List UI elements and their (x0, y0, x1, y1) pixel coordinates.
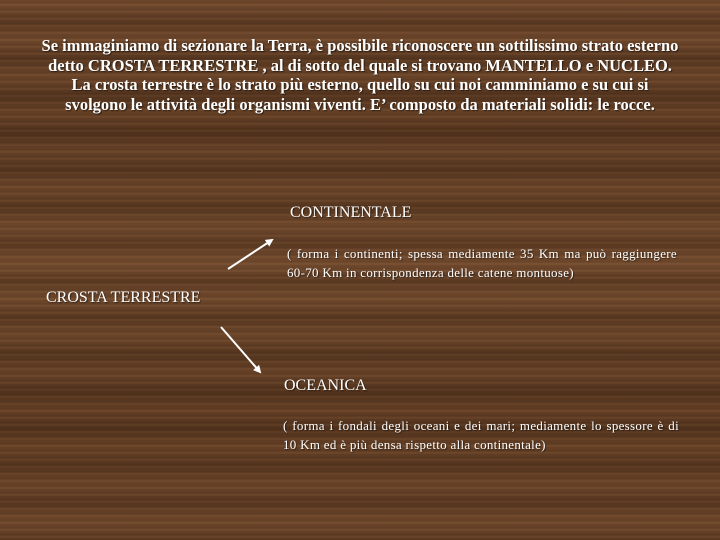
continental-description: ( forma i continenti; spessa mediamente 35 Km ma può raggiungere 60-70 Km in corrispondenza delle catene montuose) (287, 246, 677, 280)
arrow-to-continental (228, 240, 272, 269)
oceanic-title: OCEANICA (284, 377, 367, 394)
continental-title: CONTINENTALE (290, 204, 412, 221)
crust-label: CROSTA TERRESTRE (46, 289, 201, 306)
oceanic-description: ( forma i fondali degli oceani e dei mari; mediamente lo spessore è di 10 Km ed è più densa rispetto alla continentale) (283, 418, 679, 452)
arrow-to-oceanic (221, 327, 260, 372)
intro-paragraph-1: Se immaginiamo di sezionare la Terra, è possibile riconoscere un sottilissimo strato esterno detto CROSTA TERRESTRE , al di sotto del quale si trovano MANTELLO e NUCLEO. (41, 36, 679, 75)
intro-paragraph-2: La crosta terrestre è lo strato più esterno, quello su cui noi camminiamo e su cui si svolgono le attività degli organismi viventi. E’ composto da materiali solidi: le rocce. (65, 75, 655, 114)
